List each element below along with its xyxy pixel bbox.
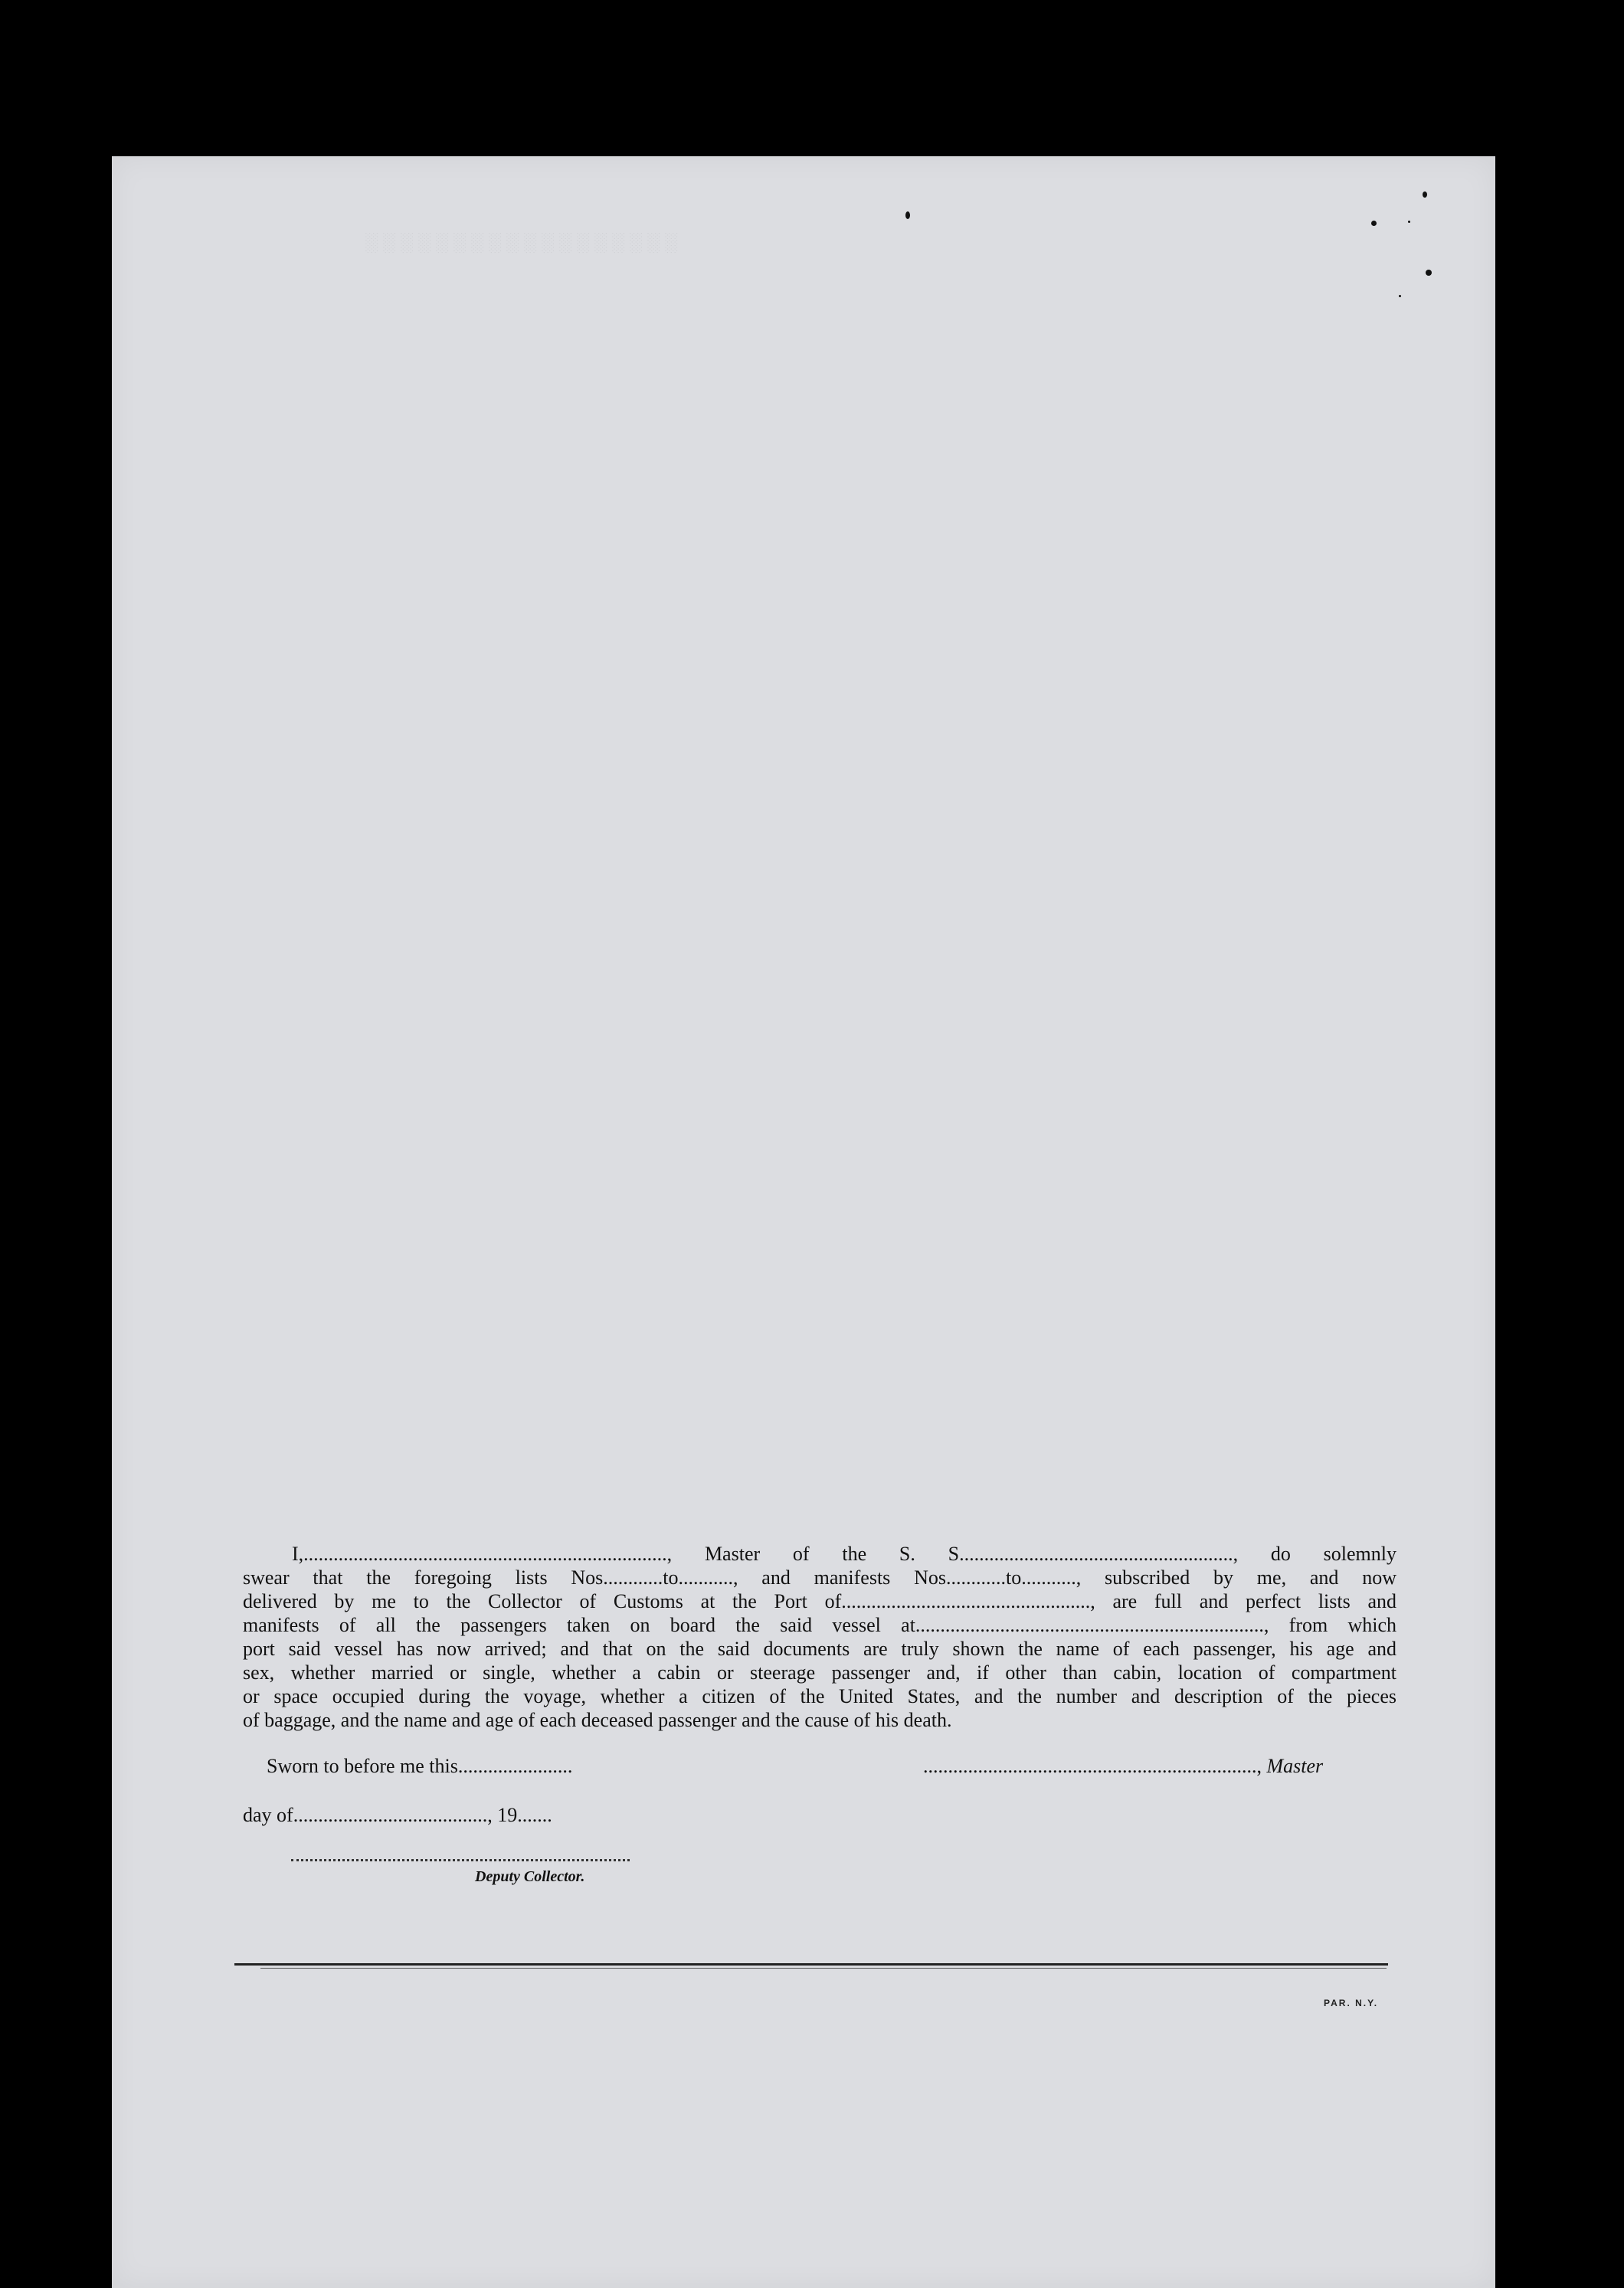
ink-speck: [1426, 270, 1432, 276]
oath-line-2: swear that the foregoing lists Nos............to..........., and manifests Nos............to..........., subscribed by me, and now: [243, 1566, 1396, 1589]
master-signature-dots: ...................................................................,: [923, 1755, 1262, 1777]
oath-line-4: manifests of all the passengers taken on board the said vessel at......................................................................, from which: [243, 1614, 1396, 1636]
oath-line-7: or space occupied during the voyage, whether a citizen of the United States, and the number and description of the pieces: [243, 1685, 1396, 1707]
oath-line-8: of baggage, and the name and age of each deceased passenger and the cause of his death.: [243, 1709, 952, 1731]
ink-speck: [1423, 191, 1427, 198]
oath-line-3: delivered by me to the Collector of Customs at the Port of.................................................., are full and perfect lists and: [243, 1590, 1396, 1612]
master-signature-line: [923, 1755, 1323, 1778]
sworn-line: Sworn to before me this.......................: [267, 1755, 573, 1777]
deputy-collector-label: Deputy Collector.: [475, 1868, 585, 1885]
deputy-signature-dots: [291, 1859, 630, 1861]
ink-speck: [1399, 295, 1401, 297]
bleed-through-text: ░░░░░░░░░░░░░░░░░░: [365, 233, 683, 253]
horizontal-rule: [234, 1963, 1388, 1966]
oath-line-6: sex, whether married or single, whether a cabin or steerage passenger and, if other than cabin, location of compartment: [243, 1661, 1396, 1684]
horizontal-rule-thin: [260, 1968, 1387, 1969]
ink-speck: [1371, 221, 1377, 226]
master-title: Master: [1266, 1755, 1324, 1777]
ink-speck: [1408, 221, 1410, 223]
oath-paragraph: [243, 1542, 1396, 1732]
oath-line-5: port said vessel has now arrived; and that on the said documents are truly shown the name of each passenger, his age and: [243, 1638, 1396, 1660]
day-of-line: day of......................................., 19.......: [243, 1804, 552, 1826]
oath-line-1: I,........................................................................., Master of the S. S......................................................., do solemnly: [292, 1543, 1396, 1565]
printer-imprint: PAR. N.Y.: [1324, 1998, 1379, 2008]
ink-speck: [905, 211, 910, 219]
